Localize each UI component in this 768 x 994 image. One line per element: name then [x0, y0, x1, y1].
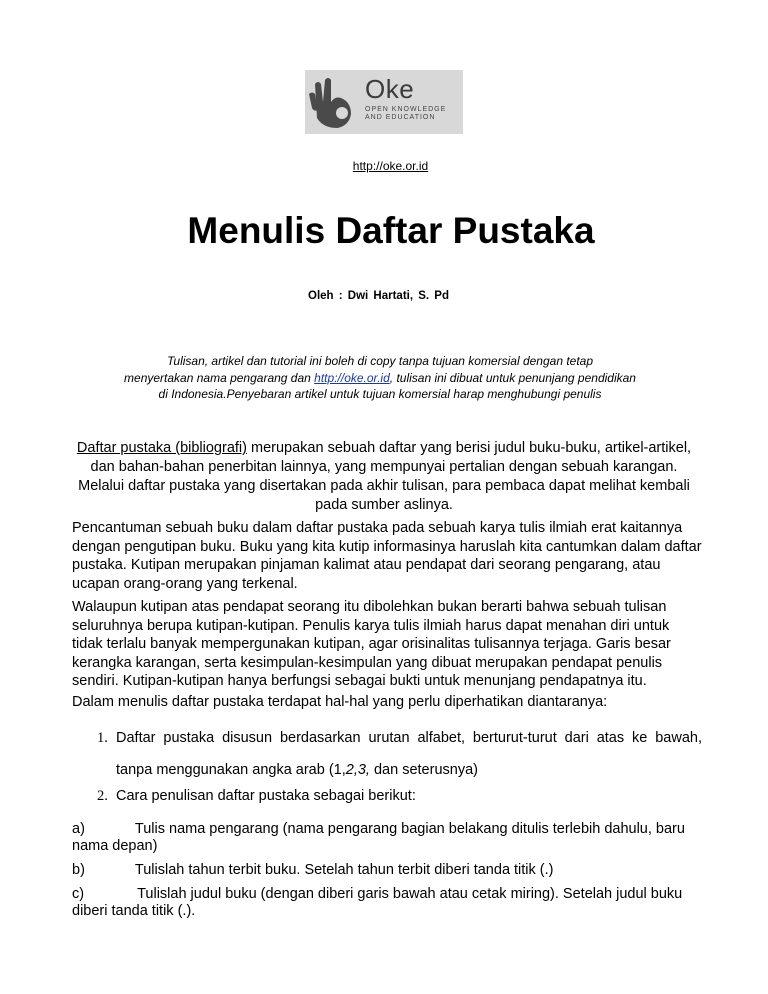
oke-logo	[305, 70, 463, 134]
lettered-item-a	[72, 821, 702, 855]
item-number: 1.	[97, 730, 108, 746]
item-text-italic: 2,3,	[345, 762, 370, 778]
notice-text: , tulisan ini dibuat untuk penunjang pendidikan	[389, 370, 636, 385]
numbered-item-1	[97, 722, 702, 786]
intro-term: Daftar pustaka (bibliografi)	[76, 440, 247, 456]
item-label: c)	[72, 886, 85, 902]
item-text-part: dan seterusnya)	[369, 762, 478, 778]
item-number: 2.	[97, 788, 108, 804]
logo-wordmark: Oke	[365, 74, 415, 104]
item-text: Tulislah judul buku (dengan diberi garis bawah atau cetak miring). Setelah judul buku diberi tanda titik (.).	[72, 886, 683, 919]
logo-subtitle-line-1: OPEN KNOWLEDGE	[365, 106, 447, 113]
body-paragraph-2: Walaupun kutipan atas pendapat seorang itu dibolehkan bukan berarti bahwa sebuah tulisan seluruhnya berupa kutipan-kutipan. Penulis karya tulis ilmiah harus dapat menahan diri untuk tidak terlalu banyak mempergunakan kutipan, agar orisinalitas tulisannya terjaga. Garis besar kerangka karangan, serta kesimpulan-kesimpulan yang dibuat merupakan pendapat penulis sendiri. Kutipan-kutipan hanya berfungsi sebagai bukti untuk menunjang pendapatnya itu.	[72, 599, 671, 689]
notice-line-3: di Indonesia.Penyebaran artikel untuk tujuan komersial harap menghubungi penulis	[158, 387, 602, 401]
item-label: a)	[72, 821, 85, 837]
body-paragraph-1: Pencantuman sebuah buku dalam daftar pustaka pada sebuah karya tulis ilmiah erat kaitannya dengan pengutipan buku. Buku yang kita kutip informasinya haruslah kita cantumkan dalam daftar pustaka. Kutipan merupakan pinjaman kalimat atau pendapat dari seorang pengarang, atau ucapan orang-orang yang terkenal.	[72, 520, 702, 592]
notice-line-1: Tulisan, artikel dan tutorial ini boleh di copy tanpa tujuan komersial dengan tetap	[166, 354, 594, 368]
item-text	[116, 722, 702, 786]
notice-link[interactable]: http://oke.or.id	[314, 370, 390, 385]
lettered-item-c	[72, 886, 702, 920]
notice-text: menyertakan nama pengarang dan	[124, 370, 315, 385]
intro-text: merupakan sebuah daftar yang berisi judul buku-buku, artikel-artikel, dan bahan-bahan penerbitan lainnya, yang mempunyai pertalian dengan sebuah karangan. Melalui daftar pustaka yang disertakan pada akhir tulisan, para pembaca dapat melihat kembali pada sumber aslinya.	[78, 440, 692, 513]
author-line: Oleh : Dwi Hartati, S. Pd	[308, 290, 449, 302]
item-label: b)	[72, 862, 85, 878]
logo-subtitle	[365, 106, 446, 122]
notice-line-2	[70, 370, 690, 387]
item-text: Tulis nama pengarang (nama pengarang bagian belakang ditulis terlebih dahulu, baru nama depan)	[72, 821, 685, 854]
body-paragraph-3: Dalam menulis daftar pustaka terdapat hal-hal yang perlu diperhatikan diantaranya:	[72, 694, 608, 710]
logo-subtitle-line-2: AND EDUCATION	[365, 114, 436, 121]
item-text: Cara penulisan daftar pustaka sebagai berikut:	[116, 788, 416, 804]
item-text: Tulislah tahun terbit buku. Setelah tahun terbit diberi tanda titik (.)	[134, 862, 554, 878]
lettered-item-b	[72, 862, 702, 879]
intro-paragraph	[72, 439, 696, 515]
numbered-item-2	[97, 780, 702, 812]
item-text-part: Daftar pustaka disusun berdasarkan urutan alfabet, berturut-turut dari atas ke bawah, tanpa menggunakan angka arab (1,	[116, 730, 702, 778]
copyright-notice	[70, 353, 690, 403]
page-title: Menulis Daftar Pustaka	[187, 210, 595, 251]
site-url-link[interactable]: http://oke.or.id	[352, 159, 429, 173]
hand-logo-icon	[305, 70, 365, 134]
